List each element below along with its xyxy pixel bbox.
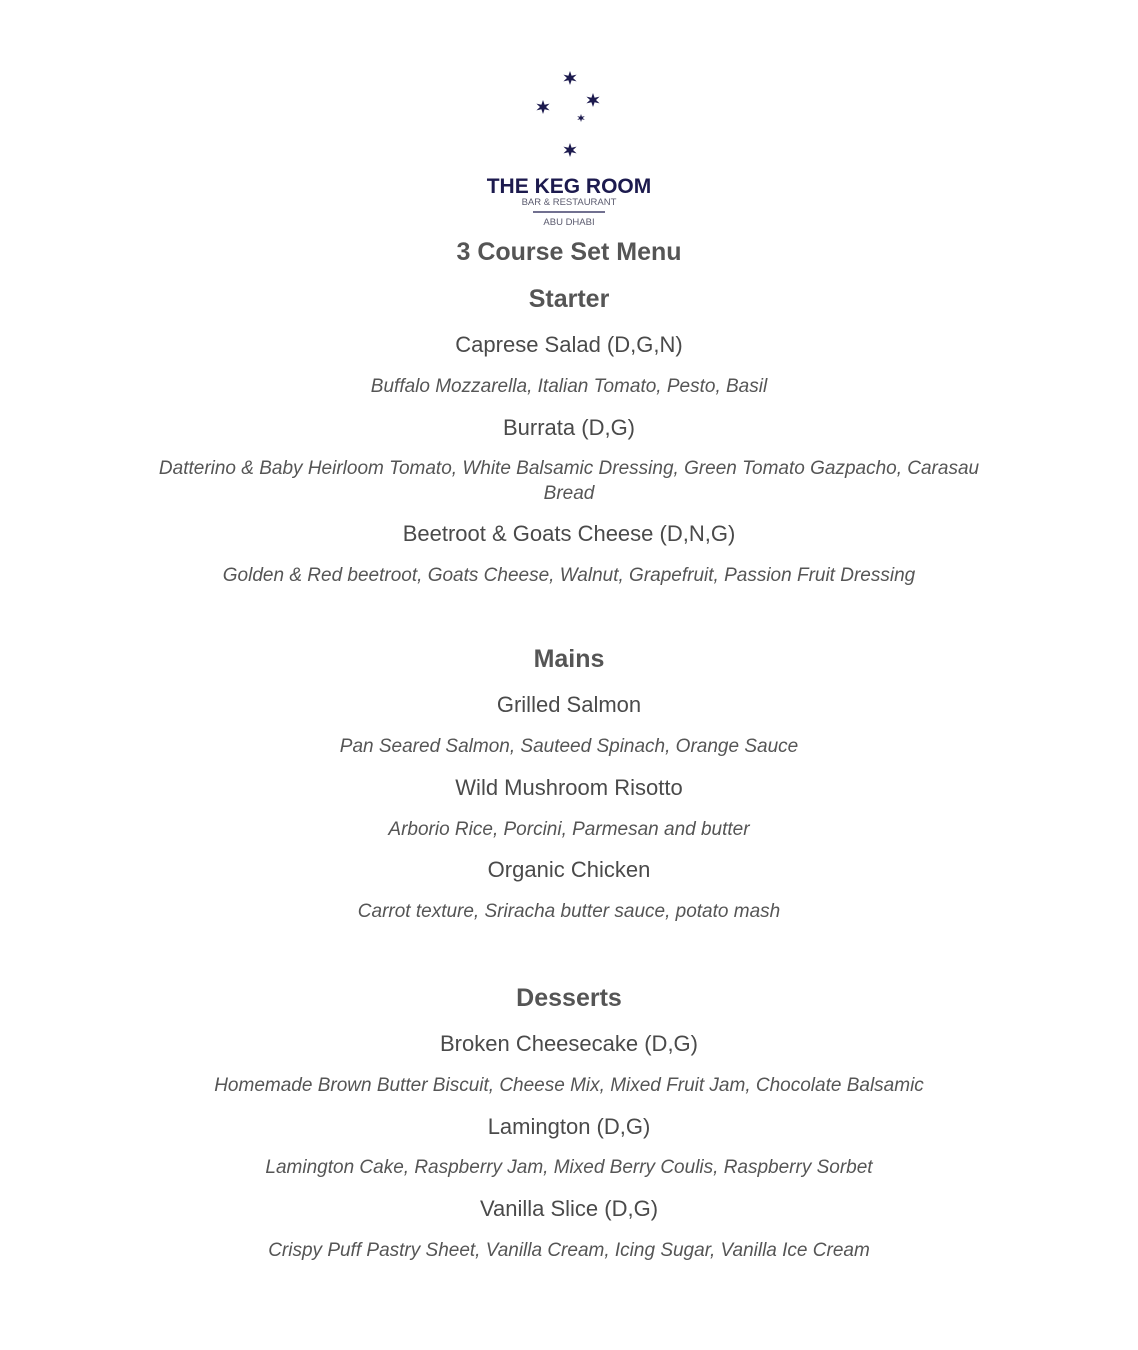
dish-name: Grilled Salmon [496, 692, 642, 717]
dish-name: Organic Chicken [487, 857, 651, 882]
section-title-mains: Mains [533, 645, 605, 673]
dish-name: Wild Mushroom Risotto [455, 775, 683, 800]
logo-name: THE KEG ROOM [486, 175, 652, 198]
dish-name: Caprese Salad (D,G,N) [455, 332, 683, 357]
dish-description: Golden & Red beetroot, Goats Cheese, Walnut, Grapefruit, Passion Fruit Dressing [222, 565, 916, 586]
dish-description: Homemade Brown Butter Biscuit, Cheese Mix, Mixed Fruit Jam, Chocolate Balsamic [214, 1075, 924, 1096]
dish-description-continued: Bread [543, 483, 595, 504]
section-title-desserts: Desserts [516, 984, 622, 1012]
dish-description: Datterino & Baby Heirloom Tomato, White Balsamic Dressing, Green Tomato Gazpacho, Carasau [158, 458, 980, 479]
menu-title: 3 Course Set Menu [456, 238, 682, 266]
dish-name: Vanilla Slice (D,G) [479, 1196, 659, 1221]
dish-description: Carrot texture, Sriracha butter sauce, potato mash [357, 901, 781, 922]
dish-description: Pan Seared Salmon, Sauteed Spinach, Orange Sauce [339, 736, 799, 757]
section-title-starter: Starter [528, 285, 610, 313]
dish-name: Broken Cheesecake (D,G) [440, 1031, 698, 1056]
dish-name: Burrata (D,G) [502, 415, 636, 440]
dish-description: Arborio Rice, Porcini, Parmesan and butter [388, 819, 750, 840]
southern-cross-stars-icon [536, 71, 599, 157]
dish-description: Crispy Puff Pastry Sheet, Vanilla Cream, Icing Sugar, Vanilla Ice Cream [268, 1240, 870, 1261]
dish-name: Beetroot & Goats Cheese (D,N,G) [402, 521, 736, 546]
dish-description: Buffalo Mozzarella, Italian Tomato, Pesto, Basil [370, 376, 768, 397]
dish-description: Lamington Cake, Raspberry Jam, Mixed Berry Coulis, Raspberry Sorbet [265, 1157, 873, 1178]
keg-room-logo [469, 60, 669, 232]
logo-subtitle: BAR & RESTAURANT [521, 197, 617, 208]
logo-location: ABU DHABI [543, 217, 595, 228]
dish-name: Lamington (D,G) [487, 1114, 651, 1139]
